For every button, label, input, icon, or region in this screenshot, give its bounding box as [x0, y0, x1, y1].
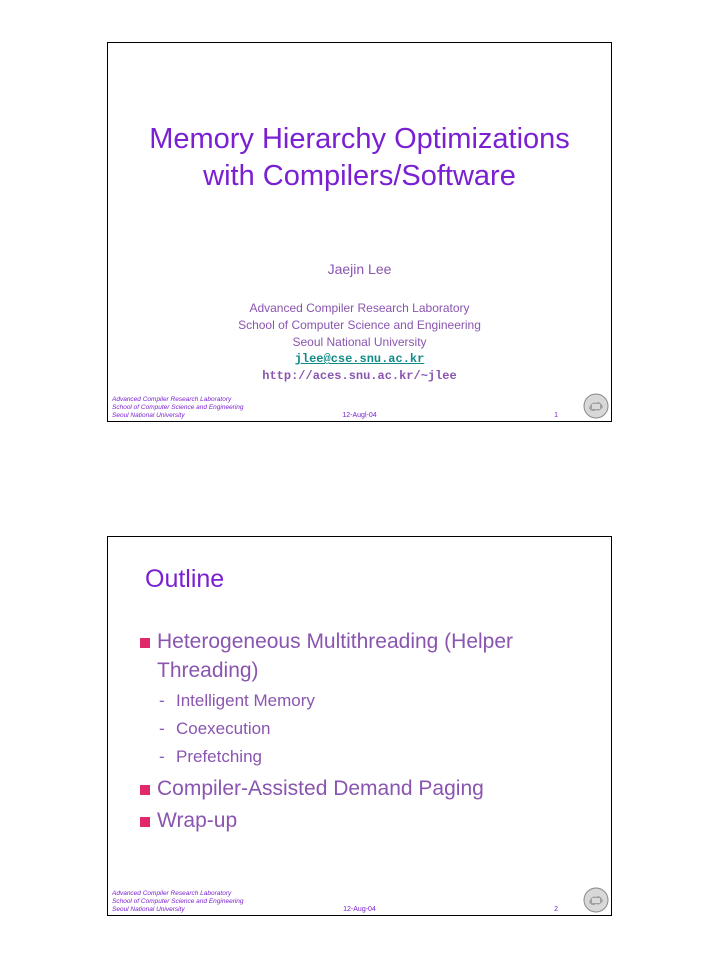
affiliation-school: School of Computer Science and Engineering: [238, 318, 481, 332]
footer-university: Seoul National University: [112, 412, 185, 419]
footer-date: 12-Aug-04: [343, 906, 376, 913]
sub-bullet-text: Prefetching: [176, 747, 262, 766]
slide-title: [108, 121, 611, 195]
page-number: 2: [554, 906, 558, 913]
footer-lab: Advanced Compiler Research Laboratory: [112, 890, 232, 897]
dash-icon: -: [159, 747, 165, 766]
sub-bullet-text: Coexecution: [176, 719, 271, 738]
author-name: Jaejin Lee: [327, 261, 392, 277]
affiliation-block: [108, 300, 611, 385]
bullet-square-icon: [140, 817, 150, 827]
affiliation-university: Seoul National University: [292, 335, 427, 349]
bullet-square-icon: [140, 638, 150, 648]
university-emblem-icon: [583, 393, 609, 419]
bullet-square-icon: [140, 785, 150, 795]
footer-school: School of Computer Science and Engineering: [112, 898, 244, 905]
sub-bullet-item: [138, 715, 598, 743]
footer-university: Seoul National University: [112, 906, 185, 913]
bullet-item: [138, 627, 598, 685]
sub-bullet-text: Intelligent Memory: [176, 691, 315, 710]
bullet-item: [138, 806, 598, 835]
bullet-text: Wrap-up: [157, 809, 238, 832]
affiliation-lab: Advanced Compiler Research Laboratory: [249, 301, 470, 315]
footer-school: School of Computer Science and Engineering: [112, 404, 244, 411]
slide-1: [107, 42, 612, 422]
title-line-2: with Compilers/Software: [203, 160, 516, 192]
dash-icon: -: [159, 719, 165, 738]
homepage-url: http://aces.snu.ac.kr/~jlee: [262, 369, 457, 383]
bullet-text-continued: Threading): [157, 659, 259, 682]
sub-bullet-item: [138, 743, 598, 771]
slide-2: [107, 536, 612, 916]
university-emblem-icon: [583, 887, 609, 913]
bullet-item: [138, 774, 598, 803]
slide-title: Outline: [145, 565, 225, 593]
bullet-list: [138, 627, 598, 837]
page-number: 1: [554, 412, 558, 419]
bullet-text: Heterogeneous Multithreading (Helper: [157, 630, 514, 653]
title-line-1: Memory Hierarchy Optimizations: [149, 123, 570, 155]
email-link[interactable]: jlee@cse.snu.ac.kr: [294, 352, 425, 366]
dash-icon: -: [159, 691, 165, 710]
footer-lab: Advanced Compiler Research Laboratory: [112, 396, 232, 403]
sub-bullet-item: [138, 687, 598, 715]
bullet-text: Compiler-Assisted Demand Paging: [157, 777, 484, 800]
footer-date: 12-Augl-04: [342, 412, 377, 419]
